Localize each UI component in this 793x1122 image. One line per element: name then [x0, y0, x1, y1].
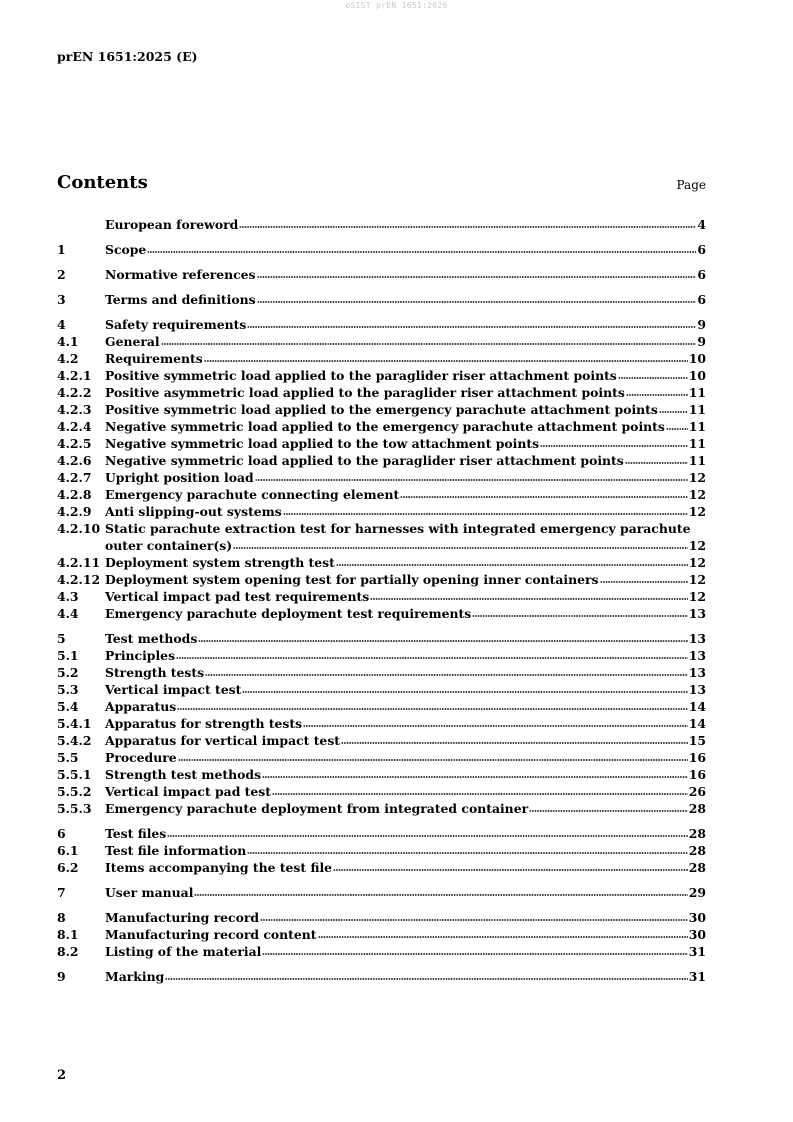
toc-entry[interactable]	[57, 766, 706, 783]
dot-leader	[472, 614, 687, 618]
toc-entry[interactable]	[57, 630, 706, 647]
toc-entry-number: 4.1	[57, 334, 79, 349]
toc-entry-title: Positive symmetric load applied to the paraglider riser attachment points	[105, 368, 617, 383]
toc-entry-page: 31	[688, 969, 706, 984]
toc-entry-title: Anti slipping-out systems	[105, 504, 282, 519]
toc-entry-page: 28	[688, 860, 706, 875]
toc-entry-page: 10	[688, 368, 706, 383]
dot-leader	[666, 427, 688, 431]
toc-entry-page: 14	[688, 716, 706, 731]
toc-entry[interactable]	[57, 503, 706, 520]
toc-entry[interactable]	[57, 333, 706, 350]
toc-entry-title: Upright position load	[105, 470, 254, 485]
toc-entry-page: 13	[688, 631, 706, 646]
toc-entry-page: 28	[688, 801, 706, 816]
dot-leader	[205, 673, 688, 677]
toc-entry-title: Deployment system opening test for partially opening inner containers	[105, 572, 599, 587]
toc-entry-number: 6.1	[57, 843, 79, 858]
toc-entry-page: 15	[688, 733, 706, 748]
dot-leader	[400, 495, 688, 499]
toc-entry-title: Positive symmetric load applied to the emergency parachute attachment points	[105, 402, 658, 417]
toc-entry-title: Strength test methods	[105, 767, 262, 782]
toc-entry-page: 11	[688, 385, 706, 400]
toc-entry[interactable]	[57, 316, 706, 333]
dot-leader	[257, 300, 697, 304]
toc-entry-title: Positive asymmetric load applied to the paraglider riser attachment points	[105, 385, 625, 400]
dot-leader	[239, 225, 696, 229]
contents-header	[57, 172, 706, 198]
toc-entry-title: Negative symmetric load applied to the paraglider riser attachment points	[105, 453, 624, 468]
dot-leader	[255, 478, 688, 482]
toc-entry[interactable]	[57, 842, 706, 859]
toc-entry-number: 2	[57, 267, 66, 282]
table-of-contents	[57, 216, 706, 985]
dot-leader	[247, 851, 687, 855]
toc-entry-page: 6	[697, 242, 706, 257]
toc-entry-page: 26	[688, 784, 706, 799]
toc-entry-title: Negative symmetric load applied to the tow attachment points	[105, 436, 540, 451]
toc-entry-number: 6	[57, 826, 66, 841]
toc-entry[interactable]	[57, 884, 706, 901]
toc-entry-page: 13	[688, 648, 706, 663]
toc-entry-title: Negative symmetric load applied to the emergency parachute attachment points	[105, 419, 665, 434]
toc-entry-page: 9	[697, 334, 706, 349]
toc-entry[interactable]	[57, 825, 706, 842]
dot-leader	[659, 410, 688, 414]
toc-entry[interactable]	[57, 452, 706, 469]
toc-entry-title-continued: outer container(s)	[105, 538, 233, 553]
dot-leader	[161, 342, 697, 346]
dot-leader	[177, 707, 688, 711]
toc-entry-number: 5.5.3	[57, 801, 92, 816]
toc-entry-number: 4.2.11	[57, 555, 101, 570]
toc-entry-number: 4.2.9	[57, 504, 92, 519]
toc-entry-page: 12	[688, 572, 706, 587]
toc-entry-number: 4.2.7	[57, 470, 92, 485]
toc-entry[interactable]	[57, 926, 706, 943]
toc-entry-number: 4	[57, 317, 66, 332]
toc-entry[interactable]	[57, 968, 706, 985]
toc-entry-page: 28	[688, 843, 706, 858]
toc-entry[interactable]	[57, 605, 706, 622]
toc-entry-number: 1	[57, 242, 66, 257]
page-number: 2	[57, 1068, 67, 1083]
toc-entry-page: 14	[688, 699, 706, 714]
toc-entry[interactable]	[57, 216, 706, 233]
toc-entry-title: Strength tests	[105, 665, 205, 680]
toc-entry[interactable]	[57, 859, 706, 876]
toc-entry-title: Items accompanying the test file	[105, 860, 333, 875]
toc-entry-title: Principles	[105, 648, 176, 663]
dot-leader	[233, 546, 688, 550]
toc-entry-number: 6.2	[57, 860, 79, 875]
dot-leader	[318, 935, 688, 939]
dot-leader	[176, 656, 688, 660]
watermark: oSIST prEN 1651:2026	[345, 1, 448, 10]
dot-leader	[336, 563, 688, 567]
toc-entry-number: 4.2.3	[57, 402, 92, 417]
toc-entry-page: 11	[688, 436, 706, 451]
toc-entry-page: 12	[688, 487, 706, 502]
toc-entry[interactable]	[57, 749, 706, 766]
toc-entry-number: 4.2	[57, 351, 79, 366]
toc-entry-page: 31	[688, 944, 706, 959]
toc-entry-number: 5.3	[57, 682, 79, 697]
toc-entry[interactable]	[57, 715, 706, 732]
toc-entry-number: 4.3	[57, 589, 79, 604]
toc-entry-title: Apparatus for vertical impact test	[105, 733, 341, 748]
toc-entry[interactable]	[57, 909, 706, 926]
page-column-label: Page	[676, 178, 706, 192]
toc-entry-number: 9	[57, 969, 66, 984]
toc-entry-number: 5.4	[57, 699, 79, 714]
toc-entry-title: Normative references	[105, 267, 256, 282]
dot-leader	[370, 597, 688, 601]
toc-entry-title: Safety requirements	[105, 317, 247, 332]
toc-entry-number: 8	[57, 910, 66, 925]
toc-entry-title: European foreword	[105, 217, 239, 232]
toc-entry-title: Test methods	[105, 631, 198, 646]
toc-entry[interactable]	[57, 681, 706, 698]
toc-entry-continuation[interactable]	[57, 537, 706, 554]
toc-entry-number: 5.5.1	[57, 767, 92, 782]
toc-entry-number: 4.2.1	[57, 368, 92, 383]
dot-leader	[529, 809, 688, 813]
toc-entry-page: 30	[688, 927, 706, 942]
toc-entry-title: Apparatus	[105, 699, 177, 714]
toc-entry[interactable]	[57, 384, 706, 401]
toc-entry-number: 5.4.1	[57, 716, 92, 731]
toc-entry-page: 16	[688, 750, 706, 765]
toc-entry-page: 13	[688, 606, 706, 621]
toc-entry-number: 5	[57, 631, 66, 646]
toc-entry[interactable]	[57, 486, 706, 503]
toc-entry-title: Scope	[105, 242, 147, 257]
toc-entry[interactable]	[57, 291, 706, 308]
toc-entry-page: 6	[697, 292, 706, 307]
toc-entry-page: 16	[688, 767, 706, 782]
toc-entry[interactable]	[57, 401, 706, 418]
dot-leader	[262, 952, 687, 956]
toc-entry-number: 4.2.12	[57, 572, 101, 587]
toc-entry-title: Vertical impact pad test	[105, 784, 271, 799]
dot-leader	[540, 444, 688, 448]
dot-leader	[333, 868, 688, 872]
toc-entry-title: Test file information	[105, 843, 247, 858]
dot-leader	[198, 639, 687, 643]
toc-entry-title: General	[105, 334, 160, 349]
toc-entry-title: Emergency parachute deployment from integrated container	[105, 801, 529, 816]
toc-entry-title: Requirements	[105, 351, 203, 366]
dot-leader	[165, 977, 688, 981]
dot-leader	[262, 775, 688, 779]
dot-leader	[147, 250, 696, 254]
toc-entry-page: 11	[688, 453, 706, 468]
toc-entry-page: 4	[697, 217, 706, 232]
toc-entry-number: 4.4	[57, 606, 79, 621]
toc-entry-title: Listing of the material	[105, 944, 262, 959]
toc-entry[interactable]	[57, 367, 706, 384]
toc-entry-page: 13	[688, 682, 706, 697]
toc-entry-number: 5.2	[57, 665, 79, 680]
dot-leader	[167, 834, 687, 838]
dot-leader	[260, 918, 688, 922]
toc-entry[interactable]	[57, 800, 706, 817]
toc-entry-title: Apparatus for strength tests	[105, 716, 303, 731]
dot-leader	[257, 275, 697, 279]
toc-entry-page: 13	[688, 665, 706, 680]
toc-entry-page: 12	[688, 538, 706, 553]
toc-entry-page: 11	[688, 402, 706, 417]
toc-entry-page: 29	[688, 885, 706, 900]
toc-entry-page: 10	[688, 351, 706, 366]
toc-entry[interactable]	[57, 418, 706, 435]
toc-entry-number: 3	[57, 292, 66, 307]
dot-leader	[272, 792, 688, 796]
toc-entry-number: 5.5	[57, 750, 79, 765]
toc-entry-page: 12	[688, 470, 706, 485]
toc-entry[interactable]	[57, 664, 706, 681]
toc-entry-page: 12	[688, 504, 706, 519]
toc-entry-title: Emergency parachute deployment test requirements	[105, 606, 472, 621]
toc-entry-page: 30	[688, 910, 706, 925]
toc-entry[interactable]	[57, 943, 706, 960]
toc-entry-number: 4.2.6	[57, 453, 92, 468]
dot-leader	[283, 512, 688, 516]
toc-entry-title: User manual	[105, 885, 194, 900]
toc-entry-page: 6	[697, 267, 706, 282]
toc-entry-title: Marking	[105, 969, 165, 984]
toc-entry-title: Vertical impact pad test requirements	[105, 589, 370, 604]
toc-entry-title: Deployment system strength test	[105, 555, 335, 570]
toc-entry-number: 5.4.2	[57, 733, 92, 748]
toc-entry[interactable]	[57, 435, 706, 452]
toc-entry[interactable]	[57, 732, 706, 749]
dot-leader	[247, 325, 696, 329]
dot-leader	[178, 758, 688, 762]
toc-entry[interactable]	[57, 554, 706, 571]
toc-entry-number: 4.2.4	[57, 419, 92, 434]
contents-title: Contents	[57, 172, 148, 193]
toc-entry-number: 8.2	[57, 944, 79, 959]
toc-entry[interactable]	[57, 588, 706, 605]
toc-entry[interactable]	[57, 350, 706, 367]
toc-entry-number: 4.2.5	[57, 436, 92, 451]
toc-entry[interactable]	[57, 241, 706, 258]
toc-entry[interactable]	[57, 266, 706, 283]
toc-entry-title: Terms and definitions	[105, 292, 256, 307]
toc-entry-title: Manufacturing record content	[105, 927, 317, 942]
toc-entry-title: Emergency parachute connecting element	[105, 487, 400, 502]
toc-entry-title: Test files	[105, 826, 167, 841]
toc-entry-number: 4.2.10	[57, 521, 101, 536]
dot-leader	[618, 376, 688, 380]
toc-entry-page: 28	[688, 826, 706, 841]
dot-leader	[625, 461, 688, 465]
toc-entry-title: Manufacturing record	[105, 910, 260, 925]
toc-entry-page: 11	[688, 419, 706, 434]
toc-entry-page: 12	[688, 555, 706, 570]
toc-entry[interactable]	[57, 571, 706, 588]
toc-entry-title: Static parachute extraction test for harnesses with integrated emergency parachute	[105, 521, 691, 536]
toc-entry-number: 4.2.2	[57, 385, 92, 400]
dot-leader	[600, 580, 688, 584]
toc-entry[interactable]	[57, 647, 706, 664]
dot-leader	[242, 690, 687, 694]
toc-entry[interactable]	[57, 698, 706, 715]
toc-entry-number: 8.1	[57, 927, 79, 942]
toc-entry-number: 5.1	[57, 648, 79, 663]
toc-entry-number: 5.5.2	[57, 784, 92, 799]
toc-entry-number: 4.2.8	[57, 487, 92, 502]
dot-leader	[341, 741, 688, 745]
toc-entry-page: 9	[697, 317, 706, 332]
dot-leader	[626, 393, 688, 397]
toc-entry[interactable]	[57, 469, 706, 486]
dot-leader	[303, 724, 688, 728]
toc-entry-title: Vertical impact test	[105, 682, 242, 697]
toc-entry[interactable]	[57, 783, 706, 800]
toc-entry-number: 7	[57, 885, 66, 900]
toc-entry-title: Procedure	[105, 750, 177, 765]
dot-leader	[194, 893, 687, 897]
toc-entry-page: 12	[688, 589, 706, 604]
document-id: prEN 1651:2025 (E)	[57, 49, 198, 64]
toc-entry[interactable]	[57, 520, 706, 537]
dot-leader	[204, 359, 688, 363]
